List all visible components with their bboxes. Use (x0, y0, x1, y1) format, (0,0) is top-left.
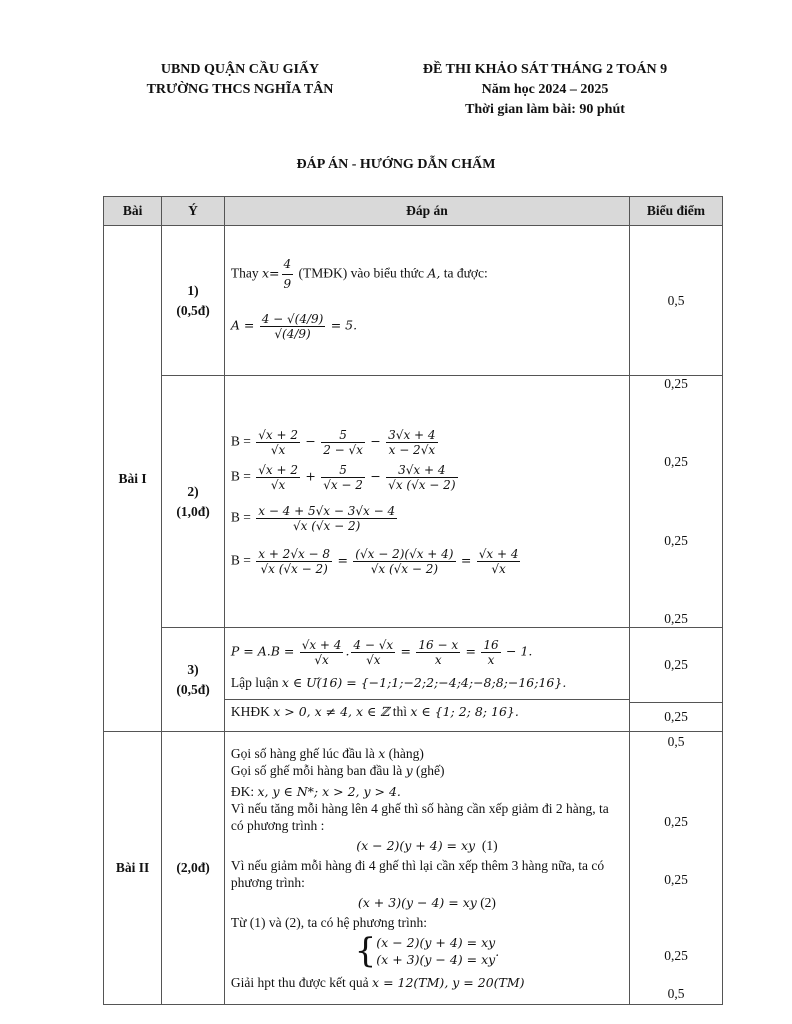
col-header-y: Ý (162, 197, 225, 226)
col-header-answer: Đáp án (224, 197, 629, 226)
school-name: TRƯỜNG THCS NGHĨA TÂN (146, 82, 334, 97)
exam-title: ĐỀ THI KHẢO SÁT THÁNG 2 TOÁN 9 (422, 62, 668, 77)
fraction: $\frac{4 - √(4/9)}{√(4/9)}$ (261, 311, 324, 341)
score-cell (630, 376, 723, 628)
text: B = (230, 552, 251, 568)
col-header-score: Biểu điểm (630, 197, 723, 226)
math: A = (230, 317, 255, 333)
score: 0,5 (667, 986, 685, 1001)
score: 0,25 (664, 610, 688, 626)
score: 0,25 (664, 948, 688, 963)
bai1-y1-label (162, 226, 225, 376)
y-points: (1,0đ) (176, 503, 210, 519)
score: 0,5 (667, 734, 685, 749)
text: thì (392, 703, 407, 719)
table-header-row (104, 197, 723, 226)
text: (TMĐK) vào biểu thức (298, 265, 424, 281)
bai1-y1-answer: Thay x= $\frac{4}{9}$ (TMĐK) vào biểu thức A, ta được: A = $\frac{4 - √(4/9)}{√(4/9)}$ = 5. (224, 226, 629, 376)
text: B = (230, 468, 251, 484)
math: x ∈ Ư(16) = {−1;1;−2;2;−4;4;−8;8;−16;16}. (281, 674, 567, 690)
bai1-y2-answer: B = $\frac{√x + 2}{√x}$ − $\frac{5}{2 - √x}$ − $\frac{3√x + 4}{x - 2√x}$ B = $\frac{√x + 2}{√x}$ + $\frac{5}{√x - 2}$ − $\frac{3√x + 4}{√x (√x - 2)}$ B = $\frac{x - 4 + 5√x - 3√x - 4}{√x (√x - 2)}$ B = $\frac{x + 2√x - 8}{√x (√x - 2)}$ = $\frac{(√x - 2)(√x + 4)}{√x (√x - 2)}$ = $\frac{√x + 4}{√x}$ (224, 376, 629, 628)
score: 0,5 (630, 226, 723, 376)
table-row (104, 376, 723, 628)
score: 0,25 (664, 814, 688, 829)
text: Vì nếu tăng mỗi hàng lên 4 ghế thì số hàng cần xếp giảm đi 2 hàng, ta có phương trình : (230, 801, 609, 833)
text: ta được: (443, 265, 488, 281)
score-cell (630, 628, 723, 732)
district-name: UBND QUẬN CẦU GIẤY (160, 62, 320, 77)
text: B = (230, 433, 251, 449)
score: 0,25 (664, 454, 688, 470)
bai1-y3-label (162, 628, 225, 732)
score: 0,25 (664, 532, 688, 548)
score: 0,25 (664, 376, 688, 391)
table-row (104, 628, 723, 732)
math: x > 0, x ≠ 4, x ∈ ℤ (273, 703, 390, 719)
bai1-y3-answer: P = A.B = $\frac{√x + 4}{√x}$ . $\frac{4 - √x}{√x}$ = $\frac{16 - x}{x}$ = $\frac{16}{x}$ − 1. Lập luận x ∈ Ư(16) = {−1;1;−2;2;−4;4;−8;8;−16;16}. KHĐK x > 0, x ≠ 4, x ∈ ℤ thì x ∈ {1; 2; 8; 16}. (224, 628, 629, 732)
math: A, (427, 265, 441, 281)
school-year: Năm học 2024 – 2025 (481, 82, 609, 97)
text: Lập luận (230, 674, 279, 690)
score-cell (630, 732, 723, 1005)
y-number: 1) (187, 282, 199, 298)
score: 0,25 (664, 872, 688, 887)
score: 0,25 (664, 657, 688, 672)
text: Vì nếu giảm mỗi hàng đi 4 ghế thì lại cần xếp thêm 3 hàng nữa, ta có phương trình: (230, 858, 605, 890)
table-row (104, 732, 723, 1005)
exam-duration: Thời gian làm bài: 90 phút (465, 102, 625, 117)
answer-table (103, 196, 723, 1005)
text: KHĐK (230, 703, 270, 719)
table-row (104, 226, 723, 376)
text: Từ (1) và (2), ta có hệ phương trình: (230, 915, 427, 930)
text: Thay (230, 265, 259, 281)
y-number: 2) (187, 483, 199, 499)
score: 0,25 (630, 702, 722, 731)
page-title: ĐÁP ÁN - HƯỚNG DẪN CHẤM (296, 157, 496, 172)
math: x ∈ {1; 2; 8; 16}. (410, 703, 519, 719)
y-number: 3) (187, 661, 199, 677)
math: = 5. (330, 317, 358, 333)
col-header-bai: Bài (104, 197, 162, 226)
bai2-answer: Gọi số hàng ghế lúc đầu là x (hàng) Gọi số ghế mỗi hàng ban đầu là y (ghế) ĐK: x, y ∈ N*; x > 2, y > 4. Vì nếu tăng mỗi hàng lên 4 ghế thì số hàng cần xếp giảm đi 2 hàng, ta có phương trình : (x − 2)(y + 4) = xy (1) Vì nếu giảm mỗi hàng đi 4 ghế thì lại cần xếp thêm 3 hàng nữa, ta có phương trình: (x + 3)(y − 4) = xy (2) Từ (1) và (2), ta có hệ phương trình: { (x − 2)(y + 4) = xy (x + 3)(y − 4) = xy . Giải hpt thu được kết quả x = 12(TM), y = 20(TM) (224, 732, 629, 1005)
school-header (115, 60, 365, 100)
bai2-points: (2,0đ) (162, 732, 225, 1005)
bai1-y2-label (162, 376, 225, 628)
bai2-label: Bài II (104, 732, 162, 1005)
exam-header (400, 60, 690, 120)
text: B = (230, 509, 251, 525)
bai1-label: Bài I (104, 226, 162, 732)
y-points: (0,5đ) (176, 681, 210, 697)
fraction: $\frac{4}{9}$ (283, 256, 292, 291)
y-points: (0,5đ) (176, 302, 210, 318)
